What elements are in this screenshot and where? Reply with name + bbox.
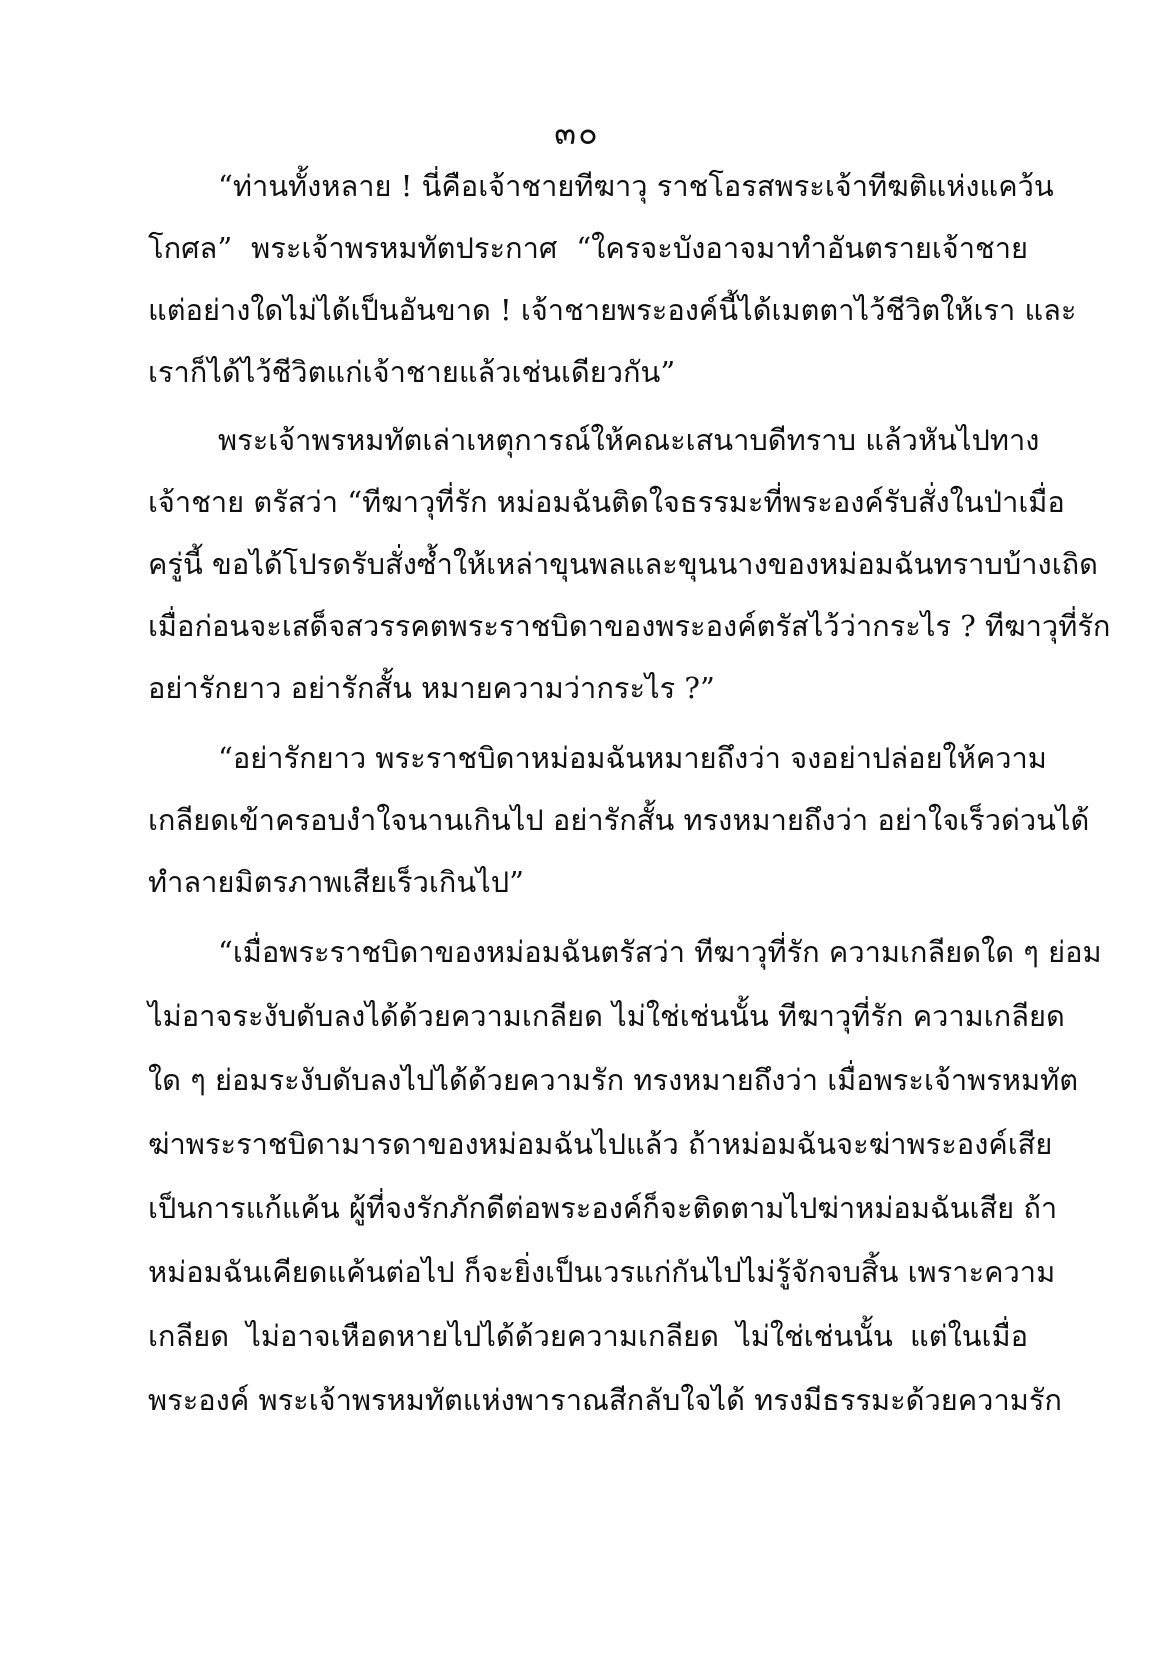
text-line: ครู่นี้ ขอได้โปรดรับสั่งซ้ำให้เหล่าขุนพลและขุนนางของหม่อมฉันทราบบ้างเถิด xyxy=(148,547,1099,581)
text-line: พระเจ้าพรหมทัตเล่าเหตุการณ์ให้คณะเสนาบดีทราบ แล้วหันไปทาง xyxy=(218,423,1040,457)
text-line: ฆ่าพระราชบิดามารดาของหม่อมฉันไปแล้ว ถ้าหม่อมฉันจะฆ่าพระองค์เสีย xyxy=(148,1127,1053,1161)
text-line: พระองค์ พระเจ้าพรหมทัตแห่งพาราณสีกลับใจได้ ทรงมีธรรมะด้วยความรัก xyxy=(148,1383,1062,1417)
text-line: ไม่อาจระงับดับลงได้ด้วยความเกลียด ไม่ใช่เช่นนั้น ทีฆาวุที่รัก ความเกลียด xyxy=(148,999,1065,1033)
text-line: ใด ๆ ย่อมระงับดับลงไปได้ด้วยความรัก ทรงหมายถึงว่า เมื่อพระเจ้าพรหมทัต xyxy=(148,1063,1079,1097)
text-line: เป็นการแก้แค้น ผู้ที่จงรักภักดีต่อพระองค์ก็จะติดตามไปฆ่าหม่อมฉันเสีย ถ้า xyxy=(148,1191,1058,1225)
page-number: ๓๐ xyxy=(554,114,600,152)
text-line: เมื่อก่อนจะเสด็จสวรรคตพระราชบิดาของพระองค์ตรัสไว้ว่ากระไร ? ทีฆาวุที่รัก xyxy=(148,609,1111,643)
text-line: “เมื่อพระราชบิดาของหม่อมฉันตรัสว่า ทีฆาวุที่รัก ความเกลียดใด ๆ ย่อม xyxy=(218,935,1102,969)
text-line: เกลียด ไม่อาจเหือดหายไปได้ด้วยความเกลียด ไม่ใช่เช่นนั้น แต่ในเมื่อ xyxy=(148,1319,1028,1353)
text-line: ทำลายมิตรภาพเสียเร็วเกินไป” xyxy=(148,865,524,899)
text-line: “ท่านทั้งหลาย ! นี่คือเจ้าชายทีฆาวุ ราชโอรสพระเจ้าทีฆติแห่งแคว้น xyxy=(218,169,1054,203)
text-line: เราก็ได้ไว้ชีวิตแก่เจ้าชายแล้วเช่นเดียวกัน” xyxy=(148,355,676,389)
text-line: อย่ารักยาว อย่ารักสั้น หมายความว่ากระไร ?” xyxy=(148,671,715,705)
text-line: เกลียดเข้าครอบงำใจนานเกินไป อย่ารักสั้น ทรงหมายถึงว่า อย่าใจเร็วด่วนได้ xyxy=(148,803,1090,837)
text-line: หม่อมฉันเคียดแค้นต่อไป ก็จะยิ่งเป็นเวรแก่กันไปไม่รู้จักจบสิ้น เพราะความ xyxy=(148,1255,1056,1289)
text-line: โกศล” พระเจ้าพรหมทัตประกาศ “ใครจะบังอาจมาทำอันตรายเจ้าชาย xyxy=(148,231,1028,265)
text-line: แต่อย่างใดไม่ได้เป็นอันขาด ! เจ้าชายพระองค์นี้ได้เมตตาไว้ชีวิตให้เรา และ xyxy=(148,293,1077,327)
text-line: เจ้าชาย ตรัสว่า “ทีฆาวุที่รัก หม่อมฉันติดใจธรรมะที่พระองค์รับสั่งในป่าเมื่อ xyxy=(148,485,1065,519)
text-line: “อย่ารักยาว พระราชบิดาหม่อมฉันหมายถึงว่า จงอย่าปล่อยให้ความ xyxy=(218,741,1047,775)
